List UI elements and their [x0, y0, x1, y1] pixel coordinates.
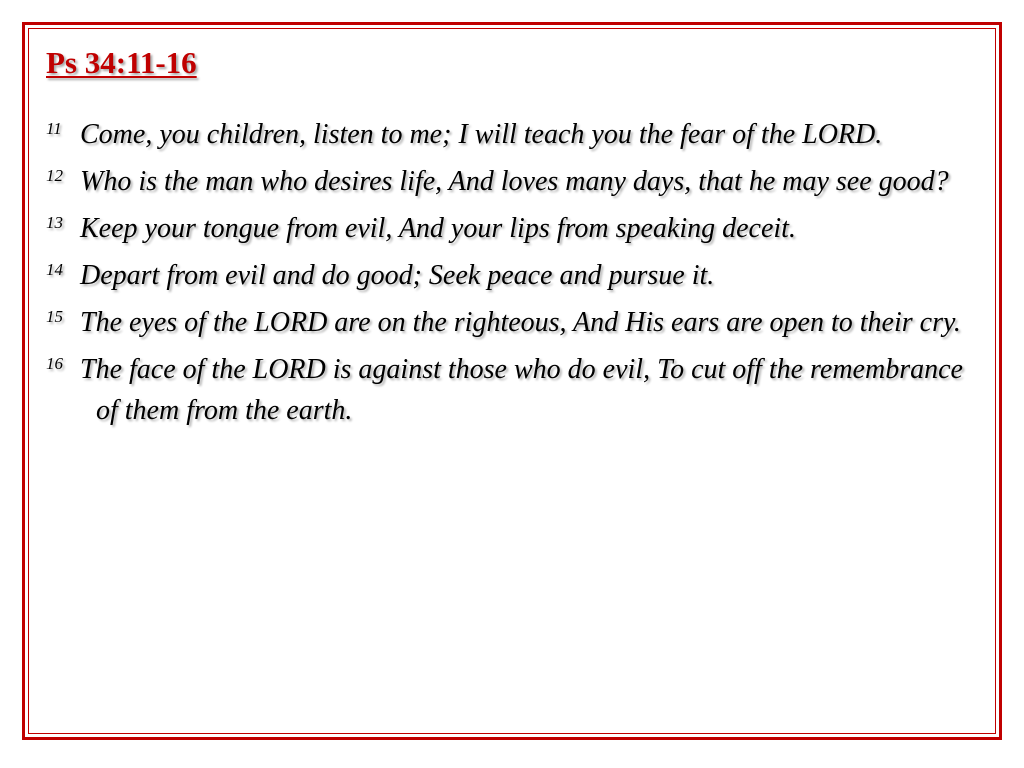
- verse-list: [46, 108, 986, 431]
- slide-title: Ps 34:11-16: [46, 45, 197, 80]
- verse-13: [46, 202, 986, 249]
- verse-text: Come, you children, listen to me; I will teach you the fear of the LORD.: [80, 119, 883, 150]
- verse-11: [46, 108, 986, 155]
- verse-text: Depart from evil and do good; Seek peace and pursue it.: [80, 260, 715, 291]
- verse-number: 15: [46, 307, 63, 326]
- verse-number: 13: [46, 213, 63, 232]
- verse-number: 14: [46, 260, 63, 279]
- verse-number: 16: [46, 354, 63, 373]
- verse-12: [46, 155, 986, 202]
- verse-text: Who is the man who desires life, And loves many days, that he may see good?: [80, 166, 949, 197]
- verse-number: 11: [46, 119, 62, 138]
- verse-text: The face of the LORD is against those who do evil, To cut off the remembrance of them from the earth.: [80, 354, 963, 426]
- verse-15: [46, 296, 986, 343]
- verse-text: Keep your tongue from evil, And your lips from speaking deceit.: [80, 213, 796, 244]
- verse-16: [46, 343, 986, 431]
- verse-text: The eyes of the LORD are on the righteous, And His ears are open to their cry.: [80, 307, 961, 338]
- verse-14: [46, 249, 986, 296]
- verse-number: 12: [46, 166, 63, 185]
